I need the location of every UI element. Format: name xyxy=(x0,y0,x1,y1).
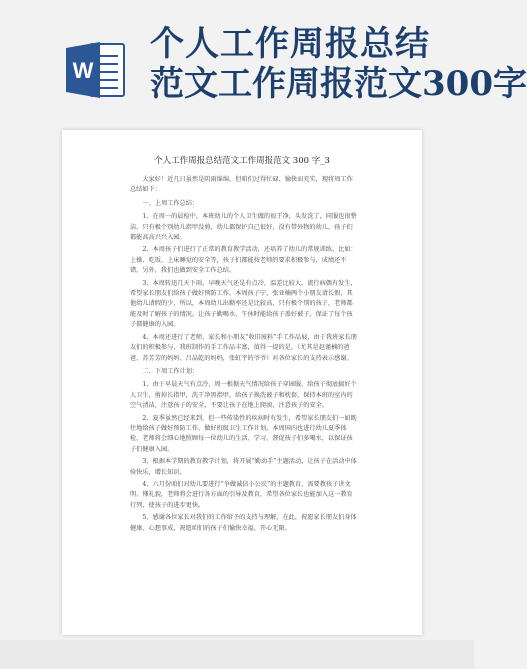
header-banner xyxy=(0,0,527,120)
paragraph: 2、夏季虽然已经来到，但一些传染性的疾病时有发生，希望家长朋友们一如既往地给孩子做好预防工作，做好班级卫生工作计划，本周国内也进行幼儿夏季体检，老师将会细心地照顾每一位幼儿的生活、学习，督促孩子们多喝水，以保证孩子们健康入园。 xyxy=(130,414,357,453)
headline xyxy=(150,24,527,104)
headline-line-2: 范文工作周报范文300字 xyxy=(150,64,527,104)
word-icon-letter: W xyxy=(72,58,94,83)
document-page xyxy=(62,130,422,635)
paragraph: 大家好！近几日虽然是阴雨绵绵，但咱们过得忙碌、愉快而充实，现将周工作总结如下： xyxy=(130,176,353,194)
paragraph: 3、根据本学期的教育教学计划，将开展“勤动手”主题活动，让孩子在活动中体验快乐，增长知识。 xyxy=(130,458,357,476)
section-heading: 二、下周工作计划： xyxy=(142,367,199,375)
paragraph: 4、六月份咱们对幼儿要进行“争做诚信小公民”的主题教育，需要教孩子讲文明、懂礼貌，老师将会进行各方面的引导及教育，希望各位家长也能加入这一教育行列，使孩子的进步更快。 xyxy=(130,480,353,509)
paragraph: 2、本周孩子们进行了正常的教育教学活动，还培养了幼儿的常规训练，比如：上操、吃饭、上床睡觉的安全等，孩子们都能按老师的要求积极参与，成绩还不错，另外，我们也做到安全工作总结。 xyxy=(130,246,357,275)
paragraph: 1、由于早晨天气有点冷，周一根据天气情况给孩子穿园服，给孩子彻底搞好个人卫生，剪掉长指甲，洗干净黑指甲，给孩子换洗被子和枕套，保持本班的室内的空气清洁，注意孩子的安全，不要让孩子在地上爬滚，注意孩子的安全。 xyxy=(130,381,357,410)
document-title: 个人工作周报总结范文工作周报范文 300 字_3 xyxy=(154,156,330,166)
headline-line-1: 个人工作周报总结 xyxy=(150,24,430,64)
paragraph: 1、在周一的晨检中，本班幼儿的个人卫生做的很干净，头发洗了，同服也很整洁，只有极个别幼儿指甲没剪，幼儿都保护自己很好，没有带外物的幼儿，孩子们都能高高兴兴入园。 xyxy=(130,213,357,242)
paragraph: 5、感谢各位家长对我们的工作给予的支持与理解，在此，祝愿家长朋友们身体健康、心想事成，祝愿咱们的孩子们愉快幸福、开心无限。 xyxy=(130,514,357,532)
paragraph: 4、本周还进行了老师、家长和小朋友“收旧废料”手工作品展，由于我班家长朋友们的积极参与，我班制作的手工作品丰富，值得一提的是，（尤其是赵谨楠的爸爸、苏芳芳的妈妈、吕晶乾的妈妈，张虹宇的爷爷）对各位家长的支持表示感谢。 xyxy=(130,333,357,362)
footer-strip xyxy=(0,640,474,669)
document-body xyxy=(130,175,358,534)
paragraph: 3、本周转迅几天下雨，早晚天气还是有点冷，温差比较大，流行病偶有发生，希望家长朋友们给孩子做好预防工作，本周孩子宁、张亚楠两个小朋友请长假，其他幼儿请假的少，所以，本周幼儿出勤率还是比较高，只有极个别的孩子，老师都能及时了解孩子的情况。让孩子勤喝水，午休时能给孩子盖好被子，保证了每个孩子都健康的入园。 xyxy=(130,279,357,329)
section-heading: 一、上周工作总结： xyxy=(142,199,199,207)
word-document-icon xyxy=(64,38,128,102)
